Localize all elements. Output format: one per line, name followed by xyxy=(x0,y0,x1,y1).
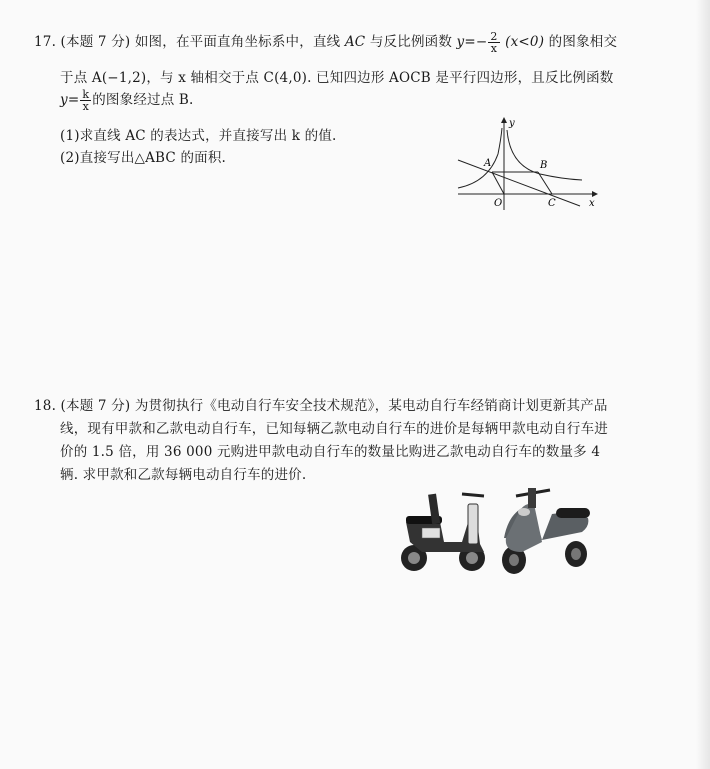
q17-text-1a: 17. (本题 7 分) 如图，在平面直角坐标系中，直线 xyxy=(34,34,341,50)
q17-line-2: 于点 A(−1,2)，与 x 轴相交于点 C(4,0). 已知四边形 AOCB 是平行四边形，且反比例函数 xyxy=(60,70,614,86)
q17-text-1d: y=− xyxy=(456,34,488,50)
fraction-2-over-x xyxy=(488,31,499,54)
label-B: B xyxy=(540,160,548,171)
q18-line-1: 18. (本题 7 分) 为贯彻执行《电动自行车安全技术规范》，某电动自行车经销商计划更新其产品 xyxy=(34,398,608,414)
fraction-denominator: x xyxy=(82,100,89,113)
q17-part-2: (2)直接写出△ABC 的面积. xyxy=(60,150,227,166)
page-edge-shadow xyxy=(696,0,710,769)
line-AC xyxy=(458,160,580,206)
label-C: C xyxy=(548,198,556,209)
q17-line-1 xyxy=(34,30,617,54)
q17-text-1e: (x<0) xyxy=(505,34,545,50)
q17-line-3 xyxy=(60,88,194,112)
fraction-denominator: x xyxy=(490,42,498,55)
scooter-left-image xyxy=(401,494,485,571)
q17-text-1f: 的图象相交 xyxy=(548,34,618,50)
fraction-k-over-x xyxy=(80,89,91,112)
label-y: y xyxy=(509,118,515,129)
electric-scooters-illustration xyxy=(392,482,602,578)
fraction-numerator: k xyxy=(82,88,90,101)
q17-text-3b: 的图象经过点 B. xyxy=(92,92,194,108)
label-x: x xyxy=(589,198,595,209)
q18-line-2: 线，现有甲款和乙款电动自行车，已知每辆乙款电动自行车的进价是每辆甲款电动自行车进 xyxy=(60,421,608,437)
q17-text-1c: 与反比例函数 xyxy=(369,34,453,50)
x-axis-arrow xyxy=(592,191,598,197)
q18-line-3: 价的 1.5 倍，用 36 000 元购进甲款电动自行车的数量比购进乙款电动自行车的数量多 4 xyxy=(60,444,601,460)
q18-line-4: 辆. 求甲款和乙款每辆电动自行车的进价. xyxy=(60,467,307,483)
q17-text-1b: AC xyxy=(344,34,366,50)
fraction-numerator: 2 xyxy=(490,30,498,43)
scooter-right-image xyxy=(502,488,590,574)
coordinate-graph xyxy=(452,114,602,214)
label-A: A xyxy=(484,158,492,169)
y-axis-arrow xyxy=(501,117,507,123)
q17-text-3a: y= xyxy=(60,92,80,108)
label-O: O xyxy=(494,198,503,209)
q17-part-1: (1)求直线 AC 的表达式，并直接写出 k 的值. xyxy=(60,128,337,144)
